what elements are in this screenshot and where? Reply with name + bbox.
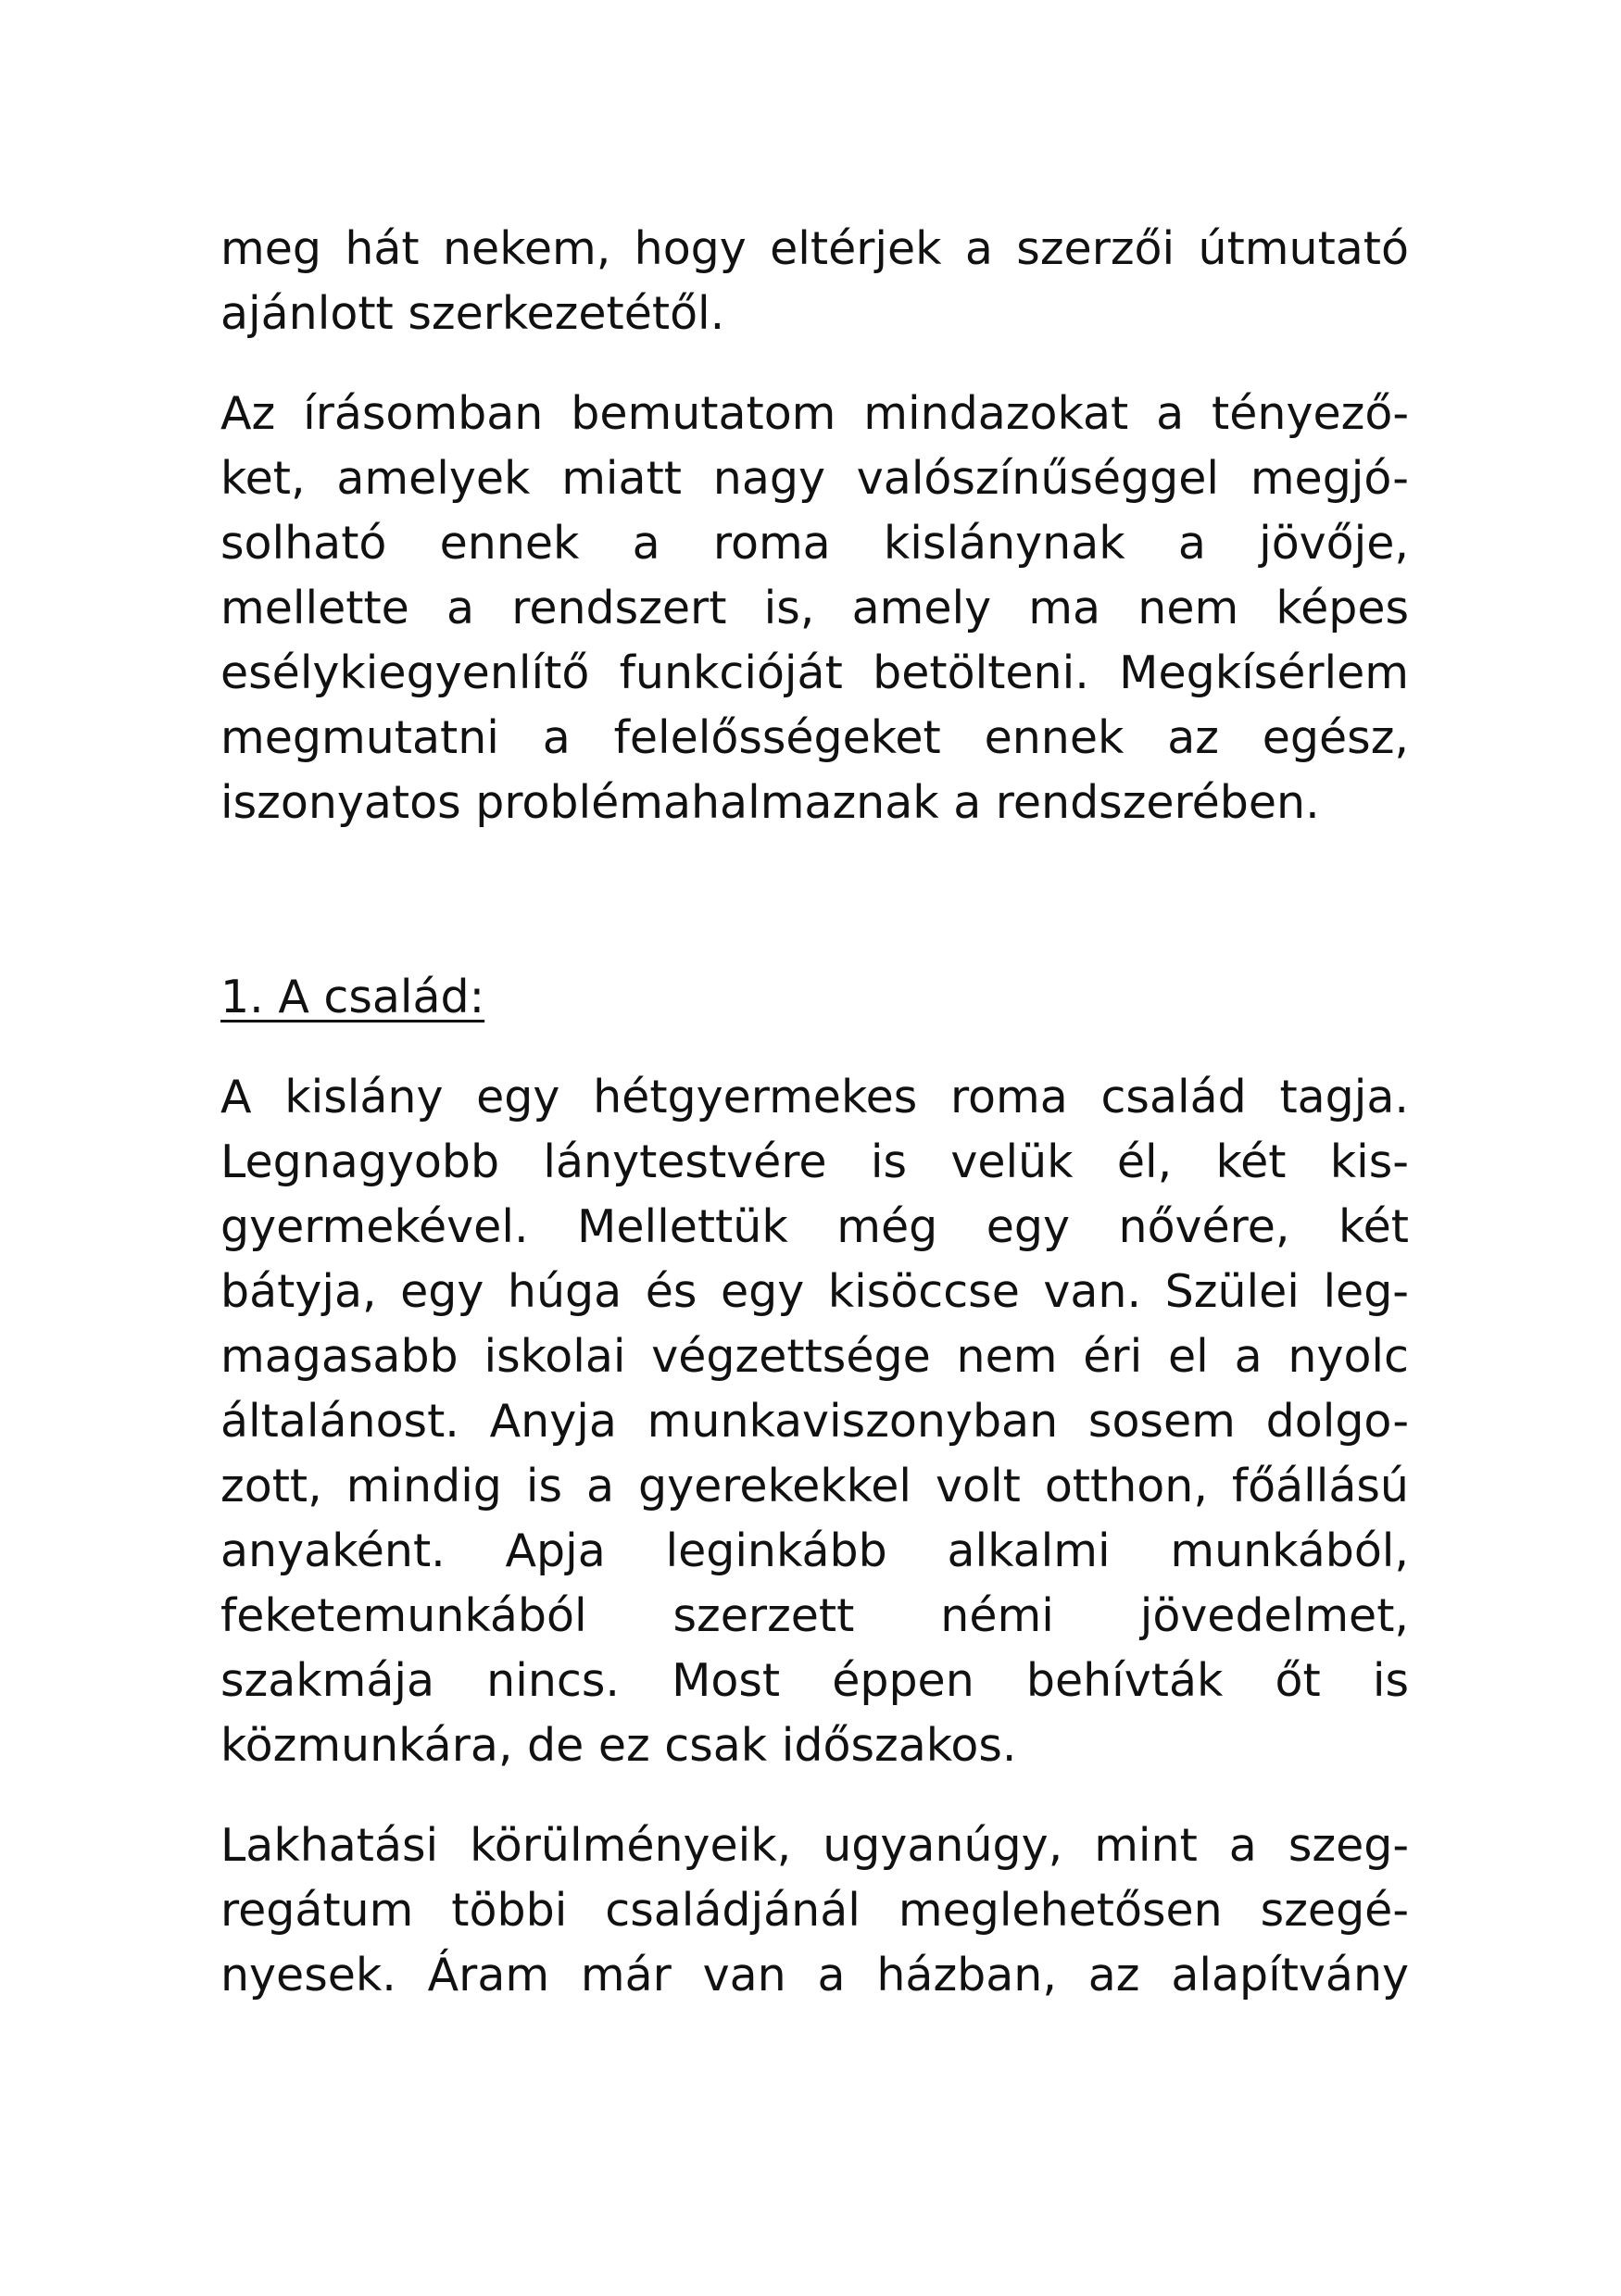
paragraph-family xyxy=(220,1065,1409,1778)
text-line: Az írásomban bemutatom mindazokat a tényező- xyxy=(220,387,1409,440)
text-line: iszonyatos problémahalmaznak a rendszerében. xyxy=(220,776,1320,829)
text-line: solható ennek a roma kislánynak a jövője, xyxy=(220,517,1409,570)
text-line: Legnagyobb lánytestvére is velük él, két kis- xyxy=(220,1135,1409,1188)
section-heading xyxy=(220,965,1409,1030)
text-line: meg hát nekem, hogy eltérjek a szerzői útmutató xyxy=(220,222,1409,275)
text-line: anyaként. Apja leginkább alkalmi munkából, xyxy=(220,1524,1409,1577)
text-line: megmutatni a felelősségeket ennek az egész, xyxy=(220,711,1409,764)
paragraph-housing xyxy=(220,1813,1409,2008)
text-line: magasabb iskolai végzettsége nem éri el a nyolc xyxy=(220,1330,1409,1383)
text-line: Lakhatási körülményeik, ugyanúgy, mint a szeg- xyxy=(220,1819,1409,1872)
text-line: közmunkára, de ez csak időszakos. xyxy=(220,1719,1017,1772)
section-heading-text: 1. A család: xyxy=(220,971,485,1023)
paragraph-purpose xyxy=(220,382,1409,835)
text-line: bátyja, egy húga és egy kisöccse van. Szülei leg- xyxy=(220,1265,1409,1318)
paragraph-intro-continuation xyxy=(220,217,1409,346)
text-line: A kislány egy hétgyermekes roma család tagja. xyxy=(220,1071,1409,1123)
text-line: ket, amelyek miatt nagy valószínűséggel megjó- xyxy=(220,452,1409,505)
text-line: nyesek. Áram már van a házban, az alapítvány xyxy=(220,1949,1409,2001)
text-line: szakmája nincs. Most éppen behívták őt is xyxy=(220,1654,1409,1707)
page-body xyxy=(220,217,1409,2008)
text-line: regátum többi családjánál meglehetősen szegé- xyxy=(220,1884,1409,1937)
text-line: feketemunkából szerzett némi jövedelmet, xyxy=(220,1589,1409,1642)
text-line: általánost. Anyja munkaviszonyban sosem dolgo- xyxy=(220,1395,1409,1448)
text-line: ajánlott szerkezetétől. xyxy=(220,287,725,340)
text-line: zott, mindig is a gyerekekkel volt otthon, főállású xyxy=(220,1460,1409,1512)
text-line: esélykiegyenlítő funkcióját betölteni. Megkísérlem xyxy=(220,646,1409,699)
text-line: gyermekével. Mellettük még egy nővére, két xyxy=(220,1200,1409,1253)
text-line: mellette a rendszert is, amely ma nem képes xyxy=(220,582,1409,634)
